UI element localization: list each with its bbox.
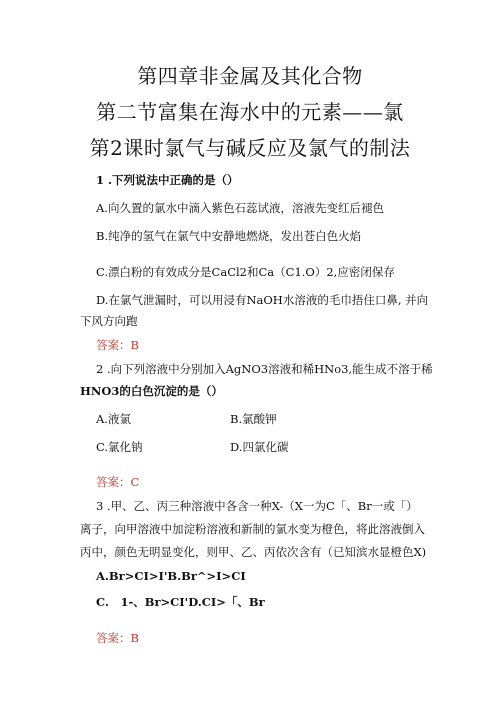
q1-option-d-line1: D.在氯气泄漏时，可以用浸有NaOH水溶液的毛巾捂住口鼻, 并向 — [96, 293, 429, 307]
q2-stem-line2: HNO3的白色沉淀的是（） — [80, 384, 223, 398]
q1-option-b: B.纯净的氢气在氯气中安静地燃烧，发出苍白色火焰 — [96, 229, 362, 243]
q3-option-ab: A.Br>CI>I'B.Br^>I>CI — [96, 569, 246, 583]
q3-stem-line3: 丙中，颜色无明显变化，则甲、乙、丙依次含有（已知滨水显橙色X) — [80, 545, 427, 559]
q3-stem-line2: 离子，向甲溶液中加淀粉溶液和新制的氯水变为橙色，将此溶液倒入 — [80, 522, 425, 536]
q2-stem-line1: 2 .向下列溶液中分别加入AgNO3溶液和稀HNo3,能生成不溶于稀 — [96, 362, 433, 376]
section-title: 第二节富集在海水中的元素——氯 — [96, 100, 404, 124]
q3-stem-line1: 3 .甲、乙、丙三种溶液中各含一种X-（X一为C「、Br一或「） — [96, 499, 418, 513]
q1-option-d-line2: 下风方向跑 — [80, 314, 138, 328]
q2-option-d: D.四氯化碳 — [230, 440, 289, 454]
q1-stem: 1 .下列说法中正确的是（） — [96, 173, 239, 187]
q1-option-c: C.漂白粉的有效成分是CaCl2和Ca（C1.O）2,应密闭保存 — [96, 265, 395, 279]
q3-option-cd: C. 1-、Br>CI'D.CI>「、Br — [96, 595, 265, 609]
q3-answer: 答案：B — [96, 631, 139, 645]
q2-option-c: C.氯化钠 — [96, 440, 143, 454]
q2-option-a: A.液氯 — [96, 412, 131, 426]
q1-option-a: A.向久置的氯水中滴入紫色石蕊试液，溶液先变红后褪色 — [96, 201, 384, 215]
lesson-title: 第2课时氯气与碱反应及氯气的制法 — [89, 136, 411, 160]
q1-answer: 答案：B — [96, 338, 139, 352]
q2-answer: 答案：C — [96, 475, 140, 489]
chapter-title: 第四章非金属及其化合物 — [137, 64, 363, 88]
q2-option-b: B.氯酸钾 — [230, 412, 277, 426]
